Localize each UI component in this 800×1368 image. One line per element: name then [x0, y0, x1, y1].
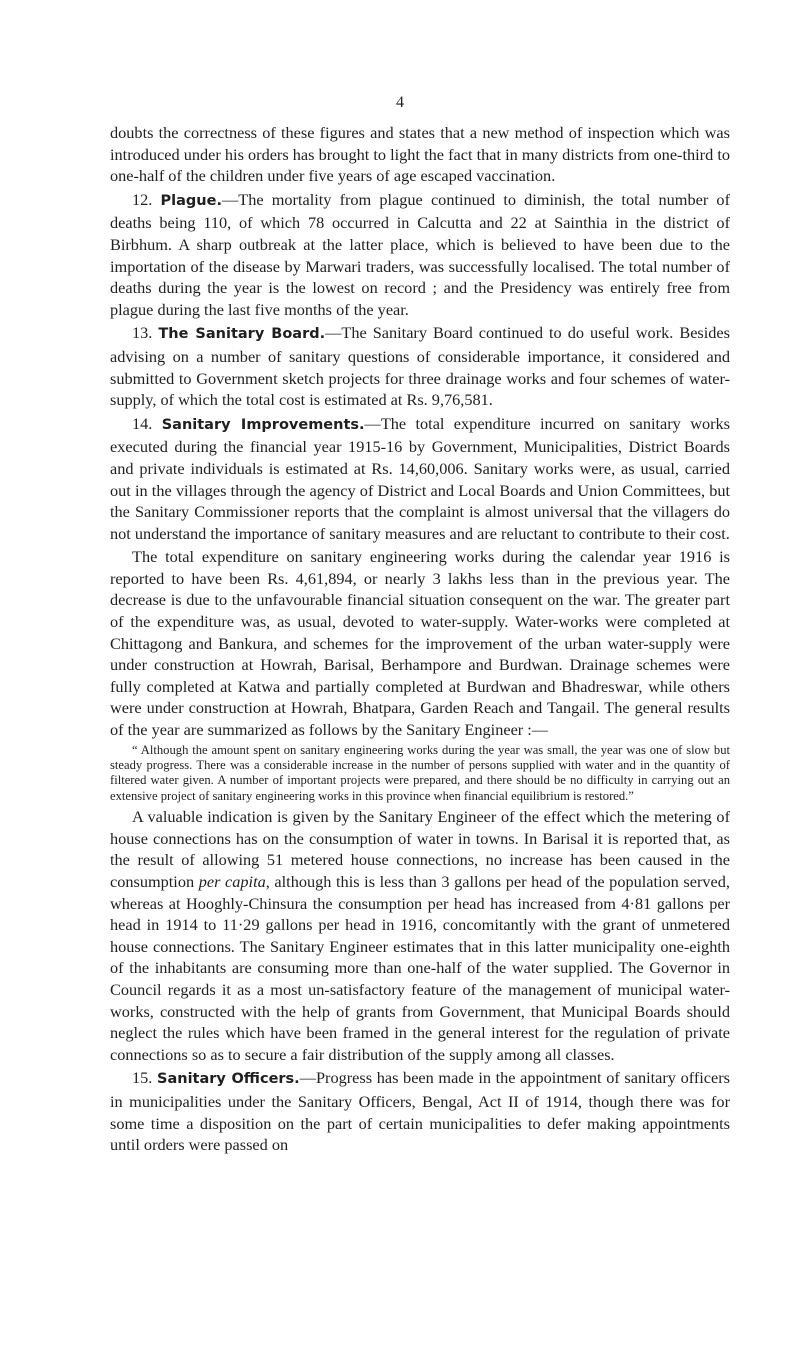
paragraph-text: —The mortality from plague continued to diminish, the total number of deaths being 110, of which 78 occurred in Calcutta and 22 at Sainthia in the district of Birbhum. A sharp outbreak at the latter place, which is believed to have been due to the importation of the disease by Marwari traders, was successfully localised. The total number of deaths during the year is the lowest on record ; and the Presidency was entirely free from plague during the last five months of the year.	[110, 189, 730, 319]
body-text	[110, 122, 730, 1156]
paragraph-text: A valuable indication is given by the Sanitary Engineer of the effect which the metering of house connections has on the consumption of water in towns. In Barisal it is reported that, as the result of allowing 51 metered house connections, no increase has been caused in the consumption	[110, 807, 730, 892]
paragraph-metering	[110, 806, 730, 1065]
paragraph-engineering-expenditure: The total expenditure on sanitary engineering works during the calendar year 1916 is reported to have been Rs. 4,61,894, or nearly 3 lakhs less than in the previous year. The decrease is due to the unfavourable financial situation consequent on the war. The greater part of the expenditure was, as usual, devoted to water-supply. Water-works were completed at Chittagong and Bankura, and schemes for the improvement of the urban water-supply were under construction at Howrah, Barisal, Berhampore and Burdwan. Drainage schemes were fully completed at Katwa and partially completed at Burdwan and Bhadreswar, while others were under construction at Howrah, Bhatpara, Garden Reach and Tangail. The general results of the year are summarized as follows by the Sanitary Engineer :—	[110, 547, 730, 740]
paragraph-text: —The Sanitary Board continued to do useful work. Besides advising on a number of sanitary questions of considerable importance, it considered and submitted to Government sketch projects for three drainage works and four schemes of water-supply, of which the total cost is estimated at Rs. 9,76,581.	[110, 323, 730, 410]
paragraph-sanitary-board	[110, 322, 730, 410]
section-heading-plague: Plague.	[160, 192, 222, 209]
section-number: 15.	[132, 1068, 153, 1088]
section-number: 12.	[132, 189, 153, 209]
paragraph-vaccination-end: doubts the correctness of these figures and states that a new method of inspection which was introduced under his orders has brought to light the fact that in many districts from one-third to one-half of the children under five years of age escaped vaccination.	[110, 123, 730, 186]
paragraph-text: —The total expenditure incurred on sanitary works executed during the financial year 1915-16 by Government, Municipalities, District Boards and private individuals is estimated at Rs. 14,60,006. Sanitary works were, as usual, carried out in the villages through the agency of District and Local Boards and Union Committees, but the Sanitary Commissioner reports that the complaint is almost universal that the villagers do not understand the importance of sanitary measures and are reluctant to contribute to their cost.	[110, 413, 730, 543]
section-heading-sanitary-improvements: Sanitary Improvements.	[161, 416, 365, 433]
paragraph-sanitary-improvements	[110, 413, 730, 545]
section-heading-sanitary-board: The Sanitary Board.	[158, 326, 326, 343]
section-heading-sanitary-officers: Sanitary Officers.	[157, 1071, 300, 1088]
paragraph-sanitary-officers	[110, 1067, 730, 1155]
italic-term: per capita	[198, 872, 266, 892]
paragraph-plague	[110, 189, 730, 321]
section-number: 13.	[132, 323, 153, 343]
section-number: 14.	[132, 413, 153, 433]
paragraph-text: —Progress has been made in the appointment of sanitary officers in municipalities under the Sanitary Officers, Bengal, Act II of 1914, though there was for some time a disposition on the part of certain municipalities to defer making appointments until orders were passed on	[110, 1068, 730, 1155]
paragraph-text: , although this is less than 3 gallons per head of the population served, whereas at Hooghly-Chinsura the consumption per head has increased from 4·81 gallons per head in 1914 to 11·29 gallons per head in 1916, concomitantly with the grant of unmetered house connections. The Sanitary Engineer estimates that in this latter municipality one-eighth of the inhabitants are consuming more than one-half of the water supplied. The Governor in Council regards it as a most un-satisfactory feature of the management of municipal water-works, constructed with the help of grants from Government, that Municipal Boards should neglect the rules which have been framed in the general interest for the regulation of private connections so as to secure a fair distribution of the supply among all classes.	[110, 872, 730, 1064]
sanitary-engineer-quote: “ Although the amount spent on sanitary engineering works during the year was small, the year was one of slow but steady progress. There was a considerable increase in the number of persons supplied with water and in the quantity of filtered water given. A number of important projects were prepared, and there should be no difficulty in carrying out an extensive project of sanitary engineering works in this province when financial equilibrium is restored.”	[110, 742, 730, 803]
page-number: 4	[396, 94, 404, 111]
